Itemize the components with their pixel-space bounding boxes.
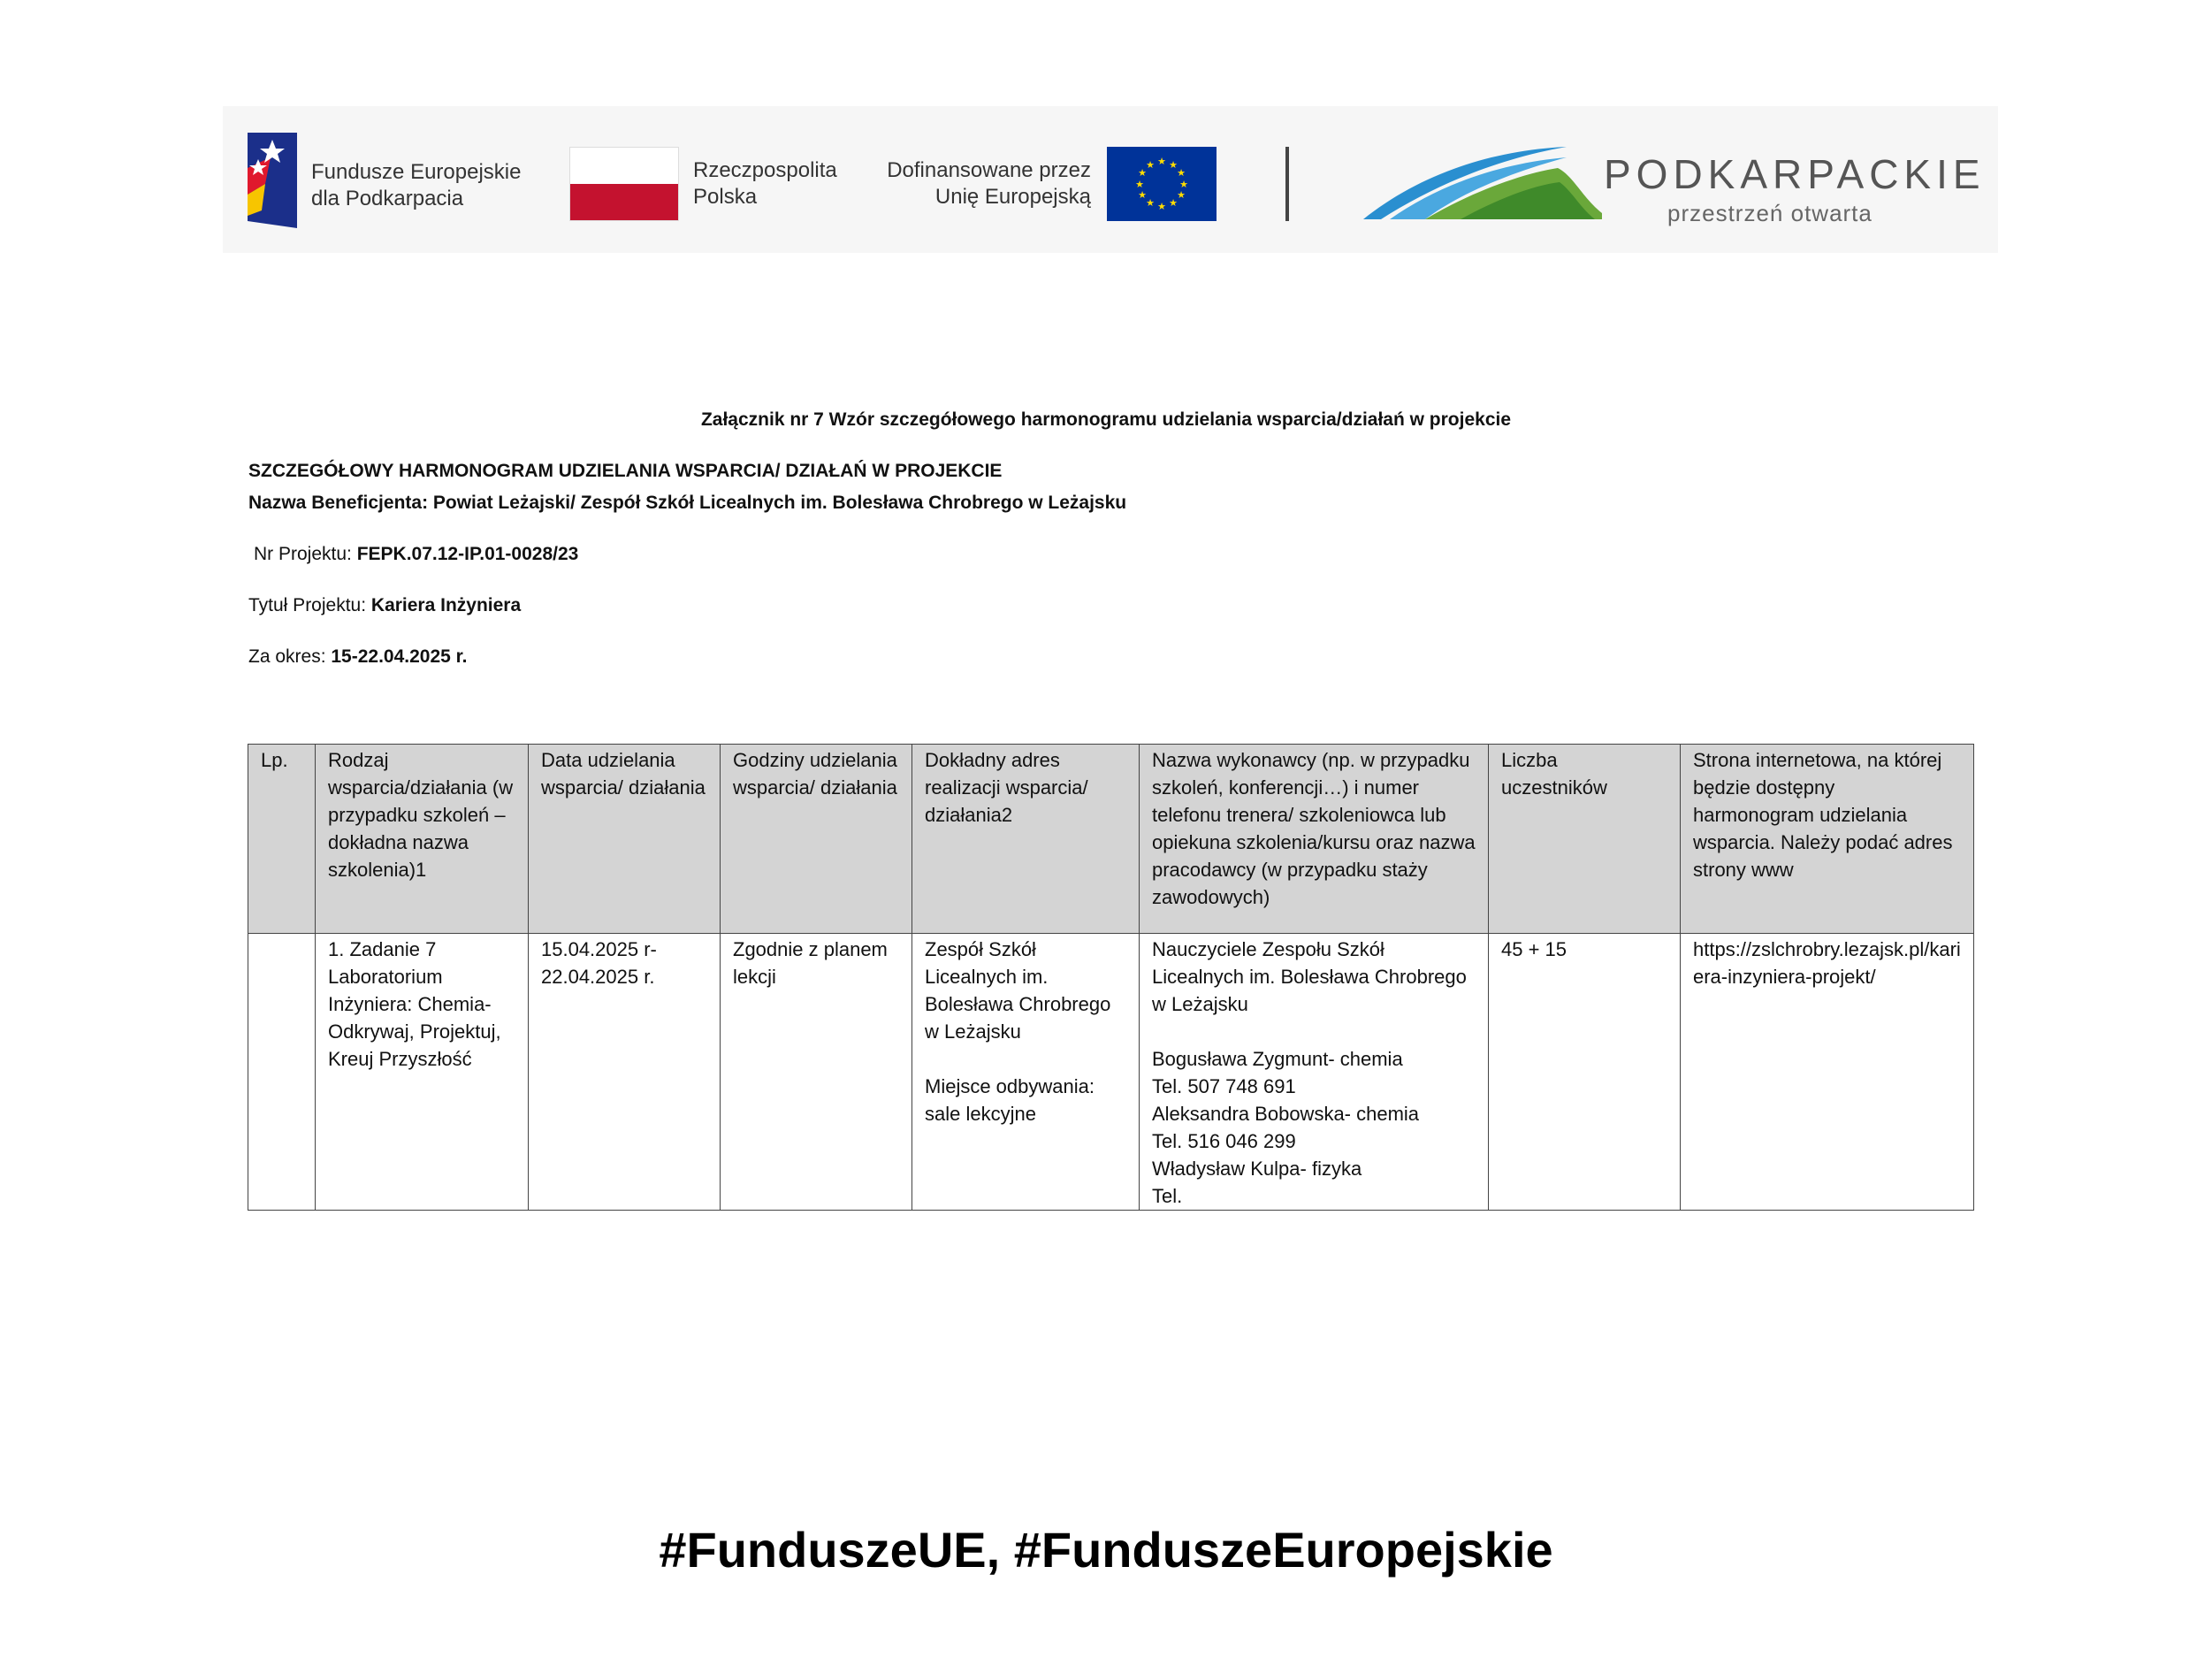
rzeczpospolita-polska-logo (569, 147, 861, 223)
document-heading: SZCZEGÓŁOWY HARMONOGRAM UDZIELANIA WSPARCIA/ DZIAŁAŃ W PROJEKCIE (248, 461, 1003, 481)
header-address: Dokładny adres realizacji wsparcia/ działania2 (912, 745, 1140, 934)
fe-emblem-icon (246, 133, 299, 228)
cell-hours: Zgodnie z planem lekcji (721, 934, 912, 1211)
svg-text:★: ★ (1146, 197, 1155, 209)
header-participants: Liczba uczestników (1489, 745, 1681, 934)
eu-logo-text (882, 157, 1091, 210)
header-lp: Lp. (248, 745, 316, 934)
logo-strip (223, 106, 1998, 253)
cell-website: https://zslchrobry.lezajsk.pl/kariera-inzyniera-projekt/ (1681, 934, 1974, 1211)
svg-text:★: ★ (1169, 159, 1178, 171)
podkarpackie-logo (1363, 141, 1986, 230)
eu-logo-line2: Unię Europejską (934, 185, 1091, 209)
cell-type: 1. Zadanie 7 Laboratorium Inżyniera: Chemia-Odkrywaj, Projektuj, Kreuj Przyszłość (316, 934, 529, 1211)
fundusze-europejskie-logo (246, 133, 546, 230)
header-type: Rodzaj wsparcia/działania (w przypadku szkoleń – dokładna nazwa szkolenia)1 (316, 745, 529, 934)
polish-flag-icon (569, 147, 679, 221)
cell-date: 15.04.2025 r-22.04.2025 r. (529, 934, 721, 1211)
beneficiary-line: Nazwa Beneficjenta: Powiat Leżajski/ Zespół Szkół Licealnych im. Bolesława Chrobrego w Leżajsku (248, 493, 1127, 513)
period-line (248, 646, 468, 669)
svg-text:★: ★ (1135, 179, 1144, 190)
cell-contractor: Nauczyciele Zespołu Szkół Licealnych im. Bolesława Chrobrego w Leżajsku Bogusława Zygmunt- chemia Tel. 507 748 691 Aleksandra Bobowska- chemia Tel. 516 046 299 Władysław Kulpa- fizyka Tel. (1140, 934, 1489, 1211)
schedule-table (248, 744, 1974, 1211)
header-website: Strona internetowa, na której będzie dostępny harmonogram udzielania wsparcia. Należy podać adres strony www (1681, 745, 1974, 934)
eu-flag-icon (1107, 147, 1217, 221)
podkarpackie-hills-icon (1363, 141, 1602, 221)
podkarpackie-name: PODKARPACKIE (1604, 151, 1986, 197)
project-number-line (254, 543, 578, 566)
project-title-label: Tytuł Projektu: (248, 595, 367, 615)
project-number-value: FEPK.07.12-IP.01-0028/23 (356, 544, 579, 564)
svg-text:★: ★ (1138, 167, 1147, 179)
header-contractor: Nazwa wykonawcy (np. w przypadku szkoleń, konferencji…) i numer telefonu trenera/ szkoleniowca lub opiekuna szkolenia/kursu oraz nazwa pracodawcy (w przypadku staży zawodowych) (1140, 745, 1489, 934)
table-row (248, 934, 1974, 1211)
svg-text:★: ★ (1177, 189, 1186, 201)
pl-logo-line2: Polska (693, 185, 758, 209)
header-hours: Godziny udzielania wsparcia/ działania (721, 745, 912, 934)
cell-address: Zespół Szkół Licealnych im. Bolesława Chrobrego w Leżajsku Miejsce odbywania: sale lekcyjne (912, 934, 1140, 1211)
svg-text:★: ★ (1157, 156, 1166, 167)
cell-lp (248, 934, 316, 1211)
fe-logo-line2: dla Podkarpacia (311, 187, 464, 210)
project-title-line (248, 594, 521, 617)
table-header-row (248, 745, 1974, 934)
eu-logo-line1: Dofinansowane przez (887, 158, 1091, 182)
cell-participants: 45 + 15 (1489, 934, 1681, 1211)
svg-text:★: ★ (1177, 167, 1186, 179)
project-number-label: Nr Projektu: (254, 544, 352, 564)
fe-logo-text (311, 159, 521, 212)
header-date: Data udzielania wsparcia/ działania (529, 745, 721, 934)
podkarpackie-tagline: przestrzeń otwarta (1667, 200, 1873, 226)
svg-text:★: ★ (1146, 159, 1155, 171)
eu-cofinanced-logo (882, 147, 1254, 223)
period-label: Za okres: (248, 646, 326, 667)
svg-text:★: ★ (1179, 179, 1188, 190)
svg-text:★: ★ (1169, 197, 1178, 209)
logo-separator (1285, 147, 1289, 221)
svg-text:★: ★ (1157, 201, 1166, 212)
attachment-title: Załącznik nr 7 Wzór szczegółowego harmonogramu udzielania wsparcia/działań w projekcie (700, 409, 1512, 430)
fe-logo-line1: Fundusze Europejskie (311, 160, 522, 184)
project-title-value: Kariera Inżyniera (370, 595, 522, 615)
period-value: 15-22.04.2025 r. (331, 646, 468, 667)
pl-logo-text (693, 157, 837, 210)
pl-logo-line1: Rzeczpospolita (693, 158, 837, 182)
footer-hashtags: #FunduszeUE, #FunduszeEuropejskie (659, 1522, 1553, 1578)
svg-text:★: ★ (1138, 189, 1147, 201)
